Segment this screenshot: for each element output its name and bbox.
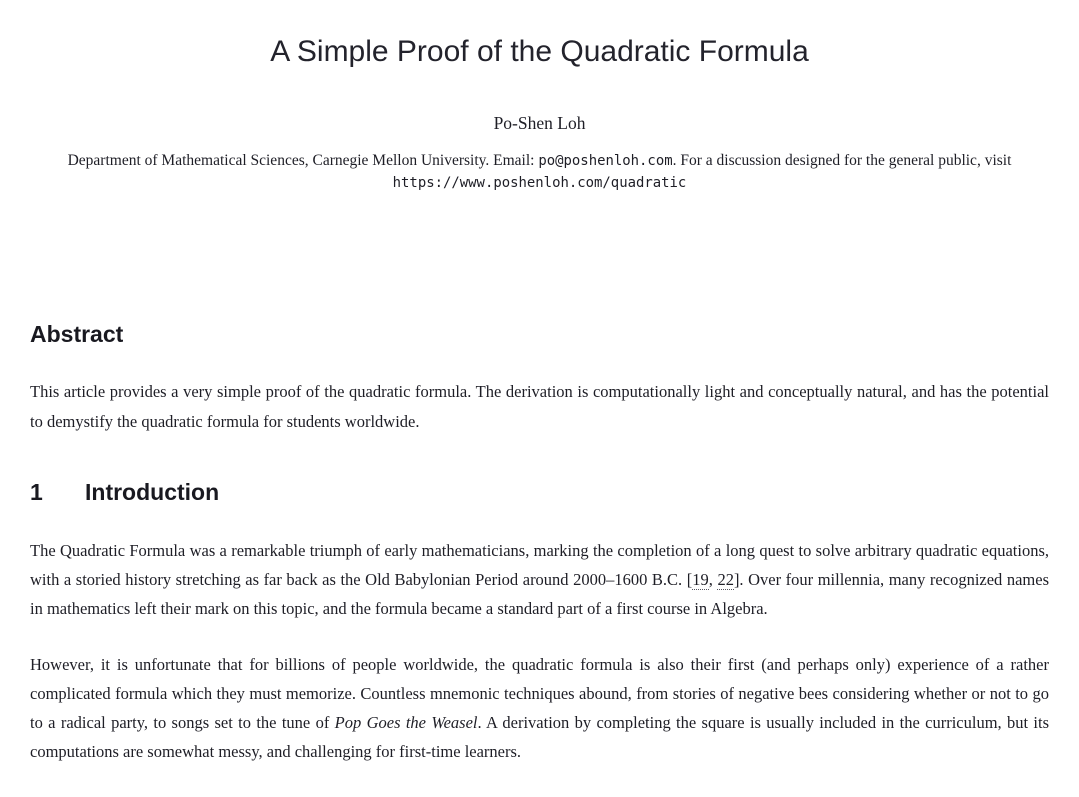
paragraph — [30, 536, 1049, 623]
section-number: 1 — [30, 479, 43, 505]
abstract-heading: Abstract — [30, 321, 124, 347]
citation-link[interactable]: 19 — [692, 570, 709, 589]
text-run: However, it is unfortunate that for billions of people worldwide, the quadratic formula is also their first (and perhaps only) experience of a rather complicated formula which they must memorize. Countless mnemonic techniques abound, from stories of negative bees considering whether or not to go to a radical party, to songs set to the tune of — [30, 655, 1049, 732]
text-run: . A derivation by completing the square is usually included in the curriculum, but its computations are somewhat messy, and challenging for first-time learners. — [30, 713, 1050, 761]
section-title: Introduction — [85, 479, 220, 505]
abstract-text: This article provides a very simple proof of the quadratic formula. The derivation is computationally light and conceptually natural, and has the potential to demystify the quadratic formula for students worldwide. — [30, 382, 1049, 431]
paragraph — [30, 650, 1049, 766]
author-name: Po-Shen Loh — [493, 113, 586, 133]
text-run: . For a discussion designed for the general public, visit — [672, 152, 1012, 169]
citation-link[interactable]: 22 — [717, 570, 734, 589]
text-run: Department of Mathematical Sciences, Carnegie Mellon University. Email: — [67, 152, 539, 169]
text-run: The Quadratic Formula was a remarkable triumph of early mathematicians, marking the completion of a long quest to solve arbitrary quadratic equations, with a storied history stretching as far back as the Old Babylonian Period around 2000–1600 B.C. [ — [30, 541, 1049, 589]
text-run: , — [708, 570, 718, 589]
mono-text: https://www.poshenloh.com/quadratic — [392, 175, 687, 191]
italic-text: Pop Goes the Weasel — [334, 713, 478, 732]
section-heading-introduction — [30, 478, 1049, 506]
affiliation — [30, 150, 1049, 194]
paper-title: A Simple Proof of the Quadratic Formula — [270, 35, 809, 68]
mono-text: po@poshenloh.com — [538, 153, 673, 169]
text-run: ]. Over four millennia, many recognized names in mathematics left their mark on this topic, and the formula became a standard part of a first course in Algebra. — [30, 570, 1050, 618]
